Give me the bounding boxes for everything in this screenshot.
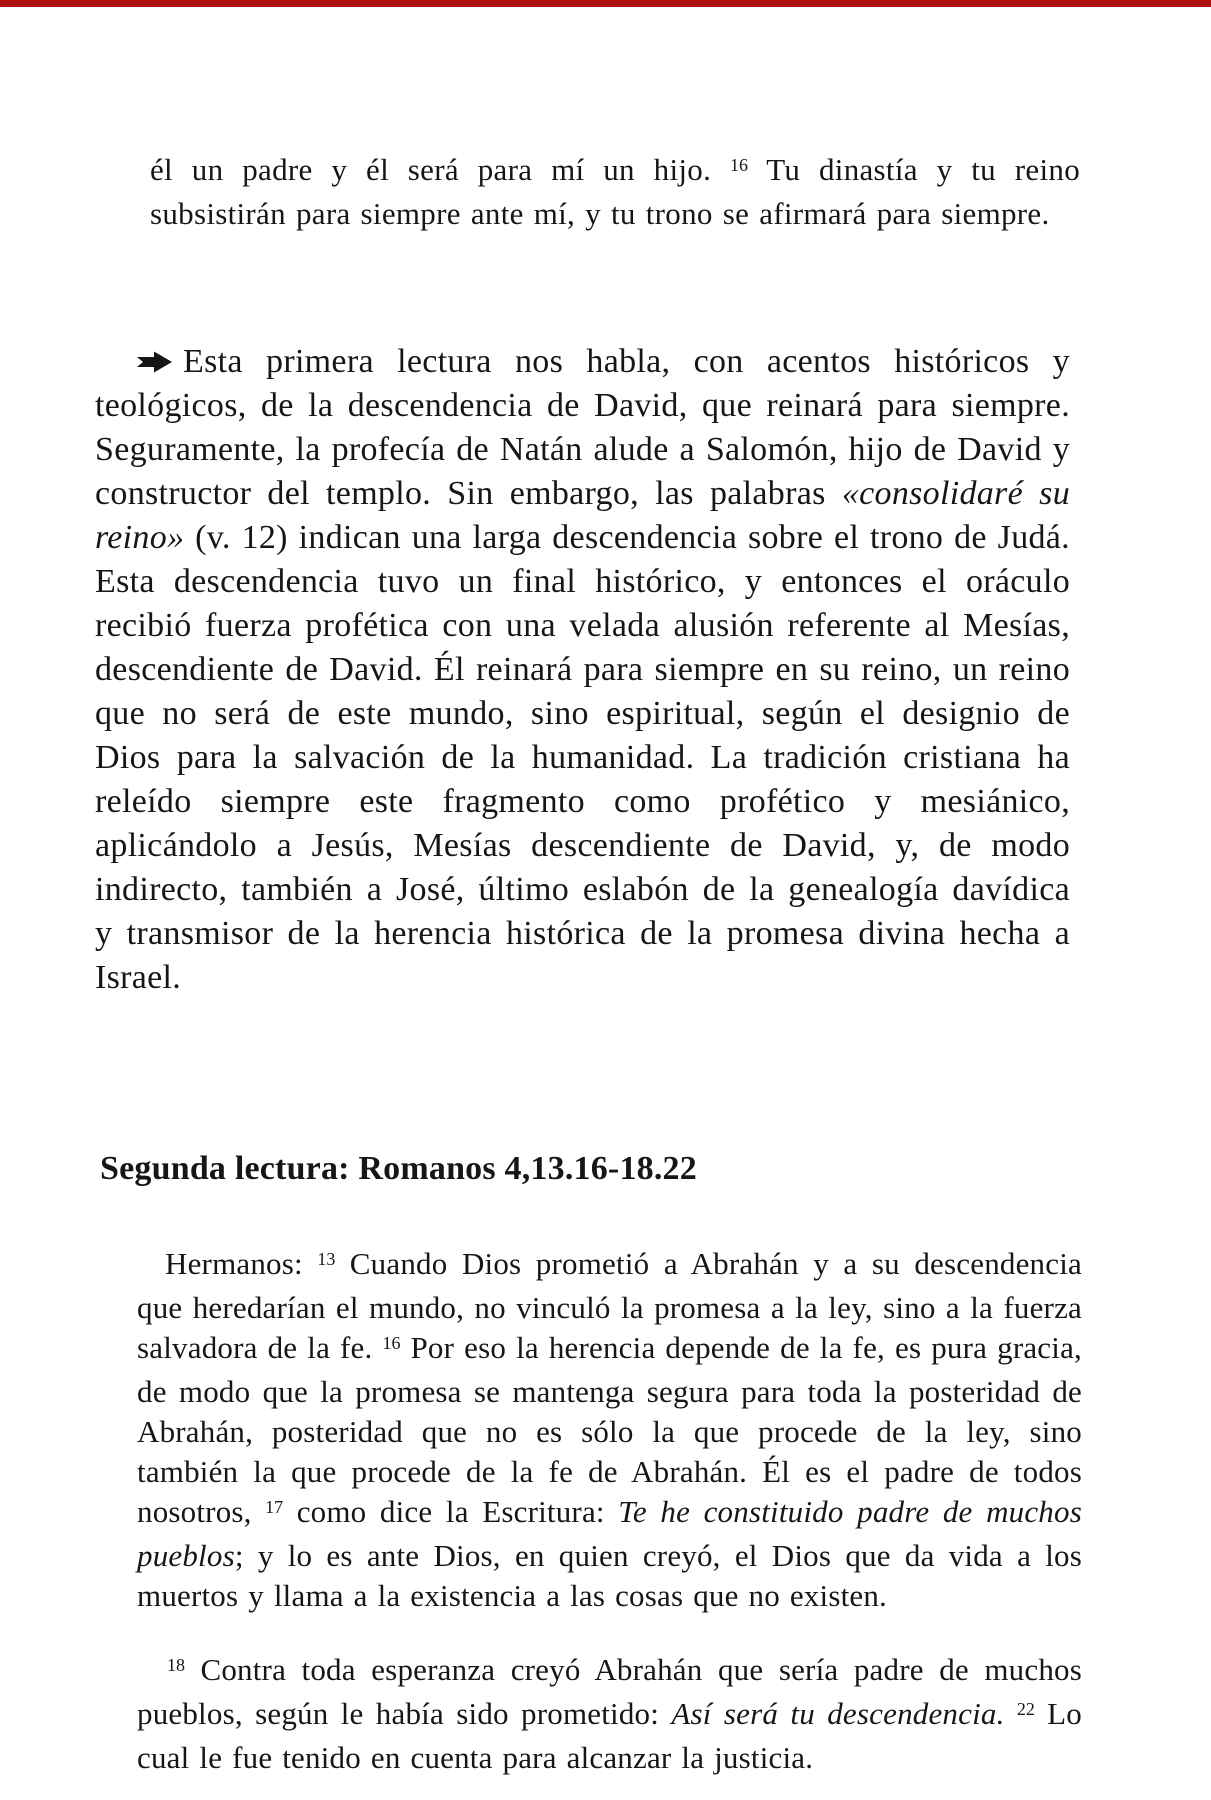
top-red-band xyxy=(0,0,1211,7)
second-reading-paragraph-2: $^{18}$ Contra toda esperanza creyó Abrahán que sería padre de muchos pueblos, según le había sido prometido: Así será tu descendencia. $^{22}$ Lo cual le fue tenido en cuenta para alcanzar la justicia. xyxy=(137,1652,1082,1775)
right-arrow-icon xyxy=(137,340,183,384)
commentary-paragraph xyxy=(95,340,1070,1000)
second-reading-paragraph-1: Hermanos: $^{13}$ Cuando Dios prometió a Abrahán y a su descendencia que heredarían el mundo, no vinculó la promesa a la ley, sino a la fuerza salvadora de la fe. $^{16}$ Por eso la herencia depende de la fe, es pura gracia, de modo que la promesa se mantenga segura para toda la posteridad de Abrahán, posteridad que no es sólo la que procede de la ley, sino también la que procede de la fe de Abrahán. Él es el padre de todos nosotros, $^{17}$ como dice la Escritura: Te he constituido padre de muchos pueblos; y lo es ante Dios, en quien creyó, el Dios que da vida a los muertos y llama a la existencia a las cosas que no existen. xyxy=(137,1246,1082,1613)
section-heading: Segunda lectura: Romanos 4,13.16-18.22 xyxy=(100,1150,697,1187)
first-reading-continuation: él un padre y él será para mí un hijo. $^{16}$ Tu dinastía y tu reino subsistirán para siempre ante mí, y tu trono se afirmará para siempre. xyxy=(150,152,1080,231)
commentary-text: Esta primera lectura nos habla, con acentos históricos y teológicos, de la descendencia de David, que reinará para siempre. Seguramente, la profecía de Natán alude a Salomón, hijo de David y constructor del templo. Sin embargo, las palabras «consolidaré su reino» (v. 12) indican una larga descendencia sobre el trono de Judá. Esta descendencia tuvo un final histórico, y entonces el oráculo recibió fuerza profética con una velada alusión referente al Mesías, descendiente de David. Él reinará para siempre en su reino, un reino que no será de este mundo, sino espiritual, según el designio de Dios para la salvación de la humanidad. La tradición cristiana ha releído siempre este fragmento como profético y mesiánico, aplicándolo a Jesús, Mesías descendiente de David, y, de modo indirecto, también a José, último eslabón de la genealogía davídica y transmisor de la herencia histórica de la promesa divina hecha a Israel. xyxy=(95,343,1070,996)
